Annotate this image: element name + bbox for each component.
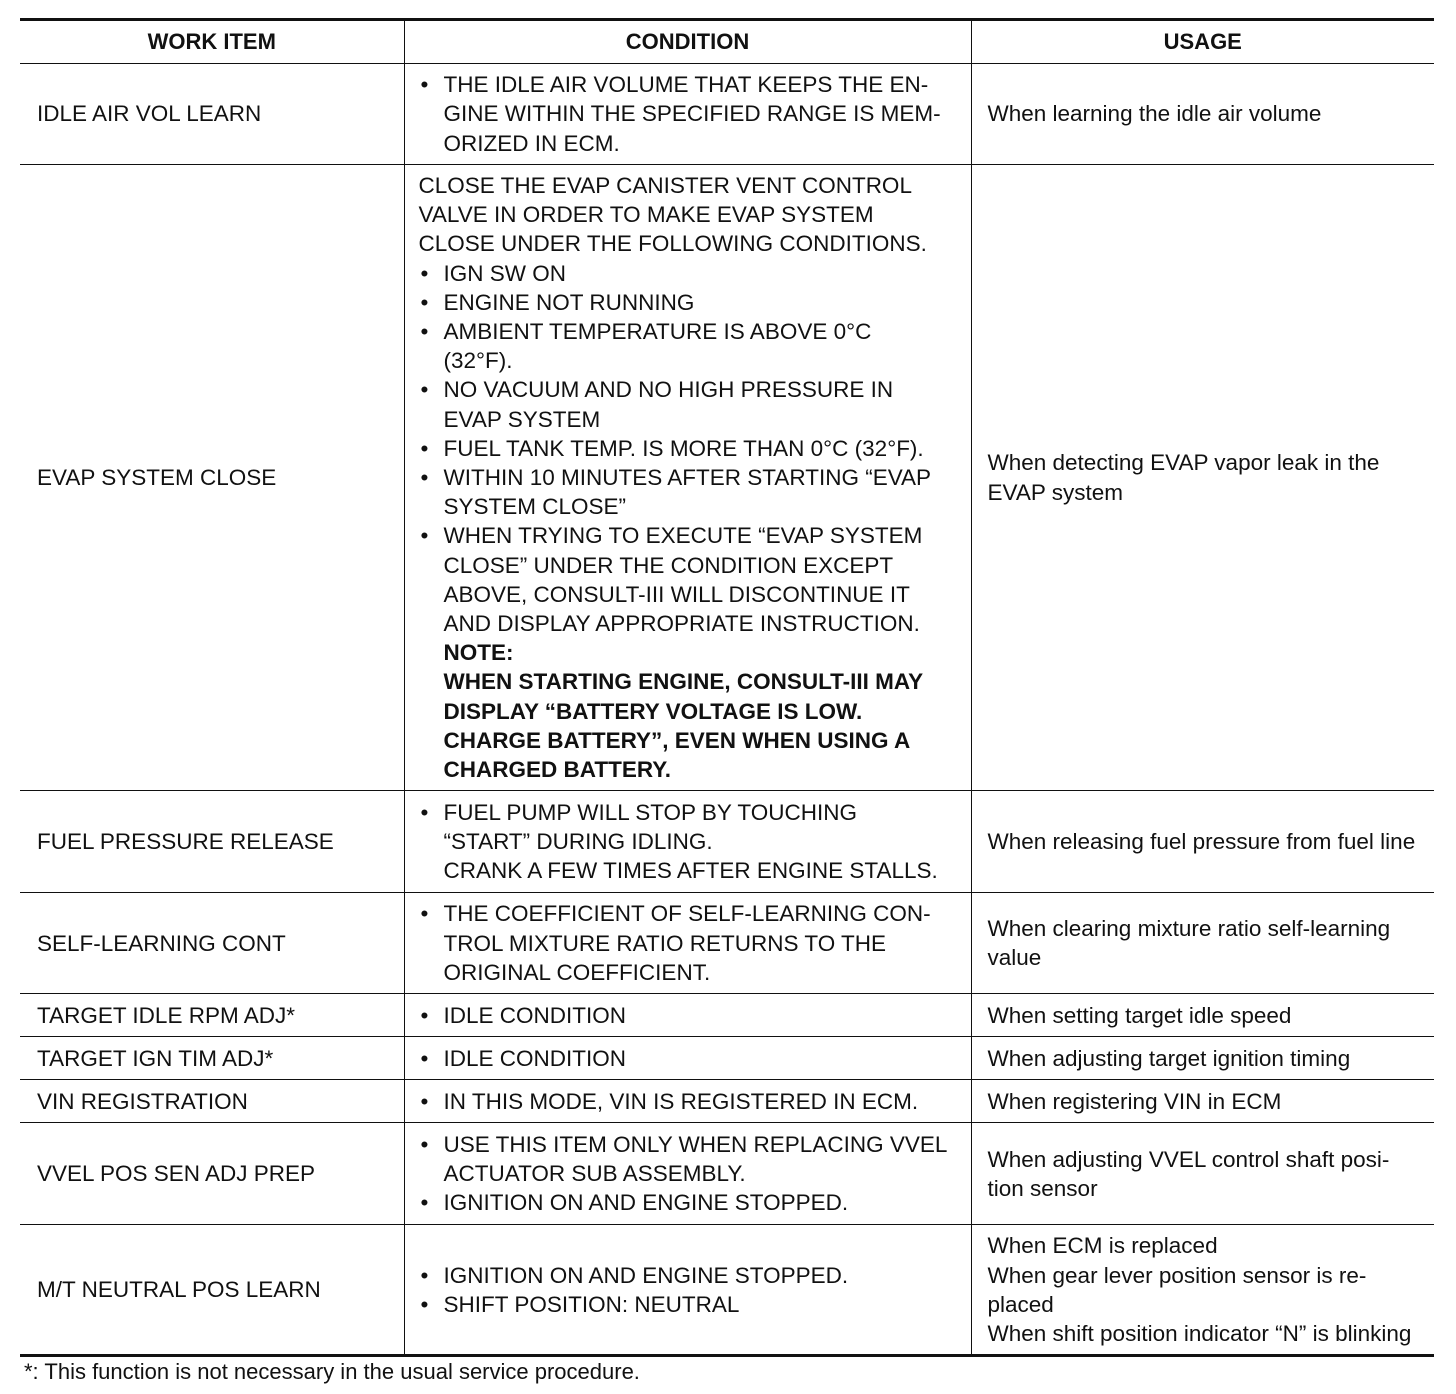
condition-cell [404, 1080, 971, 1123]
usage-cell [971, 893, 1434, 994]
work-support-table [20, 18, 1434, 1357]
usage-line: When detecting EVAP vapor leak in the [987, 450, 1380, 476]
condition-bullet-item: • IGNITION ON AND ENGINE STOPPED. [419, 1261, 965, 1290]
condition-bullet-continuation: ORIGINAL COEFFICIENT. [443, 959, 711, 985]
usage-cell [971, 994, 1434, 1037]
table-header-row [20, 20, 1434, 64]
condition-bullet-item: • IN THIS MODE, VIN IS REGISTERED IN ECM. [419, 1087, 965, 1116]
table-row [20, 165, 1434, 791]
condition-bullet-continuation: CLOSE” UNDER THE CONDITION EXCEPT [443, 552, 894, 578]
condition-intro-line: VALVE IN ORDER TO MAKE EVAP SYSTEM [418, 202, 874, 228]
condition-intro-line: CLOSE THE EVAP CANISTER VENT CONTROL [418, 173, 912, 198]
work-item-cell: EVAP SYSTEM CLOSE [20, 165, 404, 791]
work-item-cell: VVEL POS SEN ADJ PREP [20, 1123, 404, 1225]
condition-bullet-item: • IGNITION ON AND ENGINE STOPPED. [419, 1188, 965, 1217]
table-row [20, 1123, 1434, 1225]
condition-bullet-item: • FUEL TANK TEMP. IS MORE THAN 0°C (32°F). [419, 434, 965, 463]
usage-line: placed [987, 1291, 1054, 1317]
table-body [20, 64, 1434, 1356]
usage-line: When shift position indicator “N” is blinking [987, 1320, 1412, 1346]
condition-bullet-continuation: CRANK A FEW TIMES AFTER ENGINE STALLS. [443, 858, 938, 884]
condition-cell [404, 893, 971, 994]
usage-cell [971, 1080, 1434, 1123]
table-row [20, 1225, 1434, 1356]
condition-bullet-item: • USE THIS ITEM ONLY WHEN REPLACING VVEL [419, 1130, 965, 1159]
condition-bullet-item: • THE IDLE AIR VOLUME THAT KEEPS THE EN- [419, 70, 965, 99]
condition-cell [404, 1123, 971, 1225]
condition-cell [404, 791, 971, 893]
condition-bullet-item: • IDLE CONDITION [419, 1001, 965, 1030]
condition-bullet-continuation: ABOVE, CONSULT-III WILL DISCONTINUE IT [443, 581, 910, 607]
usage-line: When adjusting target ignition timing [987, 1045, 1351, 1071]
usage-line: When gear lever position sensor is re- [987, 1262, 1367, 1288]
header-work-item: WORK ITEM [20, 20, 404, 64]
usage-line: When registering VIN in ECM [987, 1088, 1282, 1114]
usage-line: When setting target idle speed [987, 1002, 1292, 1028]
condition-bullet-continuation: (32°F). [443, 348, 513, 374]
work-item-cell: IDLE AIR VOL LEARN [20, 64, 404, 165]
condition-bullet-continuation: TROL MIXTURE RATIO RETURNS TO THE [443, 930, 887, 956]
note-label: NOTE: [443, 640, 514, 666]
usage-cell [971, 1225, 1434, 1356]
table-row [20, 791, 1434, 893]
work-item-cell: M/T NEUTRAL POS LEARN [20, 1225, 404, 1356]
work-item-cell: FUEL PRESSURE RELEASE [20, 791, 404, 893]
usage-cell [971, 64, 1434, 165]
table-row [20, 64, 1434, 165]
condition-bullet-continuation: AND DISPLAY APPROPRIATE INSTRUCTION. [443, 611, 920, 637]
usage-cell [971, 1123, 1434, 1225]
condition-bullet-item: • WHEN TRYING TO EXECUTE “EVAP SYSTEM [419, 521, 965, 550]
table-row [20, 893, 1434, 994]
work-item-cell: SELF-LEARNING CONT [20, 893, 404, 994]
condition-bullet-item: • IGN SW ON [419, 259, 965, 288]
note-line: CHARGE BATTERY”, EVEN WHEN USING A [443, 727, 911, 753]
condition-bullet-continuation: EVAP SYSTEM [443, 406, 601, 432]
condition-bullet-continuation: “START” DURING IDLING. [443, 829, 713, 855]
condition-bullet-item: • SHIFT POSITION: NEUTRAL [419, 1290, 965, 1319]
header-condition: CONDITION [404, 20, 971, 64]
condition-bullet-continuation: ACTUATOR SUB ASSEMBLY. [443, 1161, 746, 1187]
table-row [20, 1037, 1434, 1080]
note-line: DISPLAY “BATTERY VOLTAGE IS LOW. [443, 698, 863, 724]
usage-line: When adjusting VVEL control shaft posi- [987, 1146, 1390, 1172]
footnote: *: This function is not necessary in the usual service procedure. [24, 1359, 640, 1384]
work-item-cell: TARGET IDLE RPM ADJ* [20, 994, 404, 1037]
table-row [20, 1080, 1434, 1123]
usage-line: tion sensor [987, 1175, 1098, 1201]
condition-bullet-item: • AMBIENT TEMPERATURE IS ABOVE 0°C [419, 317, 965, 346]
condition-cell [404, 1225, 971, 1356]
usage-line: EVAP system [987, 479, 1123, 505]
usage-cell [971, 165, 1434, 791]
usage-cell [971, 1037, 1434, 1080]
condition-bullet-item: • THE COEFFICIENT OF SELF-LEARNING CON- [419, 899, 965, 928]
header-usage: USAGE [971, 20, 1434, 64]
condition-bullet-item: • WITHIN 10 MINUTES AFTER STARTING “EVAP [419, 463, 965, 492]
usage-line: value [987, 945, 1042, 971]
condition-cell [404, 994, 971, 1037]
condition-bullet-continuation: ORIZED IN ECM. [443, 130, 620, 156]
note-line: CHARGED BATTERY. [443, 757, 672, 783]
table-row [20, 994, 1434, 1037]
condition-cell [404, 165, 971, 791]
condition-intro-line: CLOSE UNDER THE FOLLOWING CONDITIONS. [418, 231, 927, 257]
condition-bullet-continuation: SYSTEM CLOSE” [443, 494, 627, 520]
condition-bullet-item: • FUEL PUMP WILL STOP BY TOUCHING [419, 798, 965, 827]
usage-line: When releasing fuel pressure from fuel line [987, 829, 1416, 855]
note-line: WHEN STARTING ENGINE, CONSULT-III MAY [443, 669, 924, 695]
usage-line: When ECM is replaced [987, 1233, 1218, 1259]
condition-bullet-item: • NO VACUUM AND NO HIGH PRESSURE IN [419, 375, 965, 404]
condition-bullet-item: • ENGINE NOT RUNNING [419, 288, 965, 317]
condition-bullet-item: • IDLE CONDITION [419, 1044, 965, 1073]
condition-cell [404, 64, 971, 165]
usage-line: When clearing mixture ratio self-learning [987, 916, 1391, 942]
work-item-cell: TARGET IGN TIM ADJ* [20, 1037, 404, 1080]
usage-line: When learning the idle air volume [987, 101, 1322, 127]
condition-cell [404, 1037, 971, 1080]
work-item-cell: VIN REGISTRATION [20, 1080, 404, 1123]
usage-cell [971, 791, 1434, 893]
condition-bullet-continuation: GINE WITHIN THE SPECIFIED RANGE IS MEM- [443, 101, 941, 127]
